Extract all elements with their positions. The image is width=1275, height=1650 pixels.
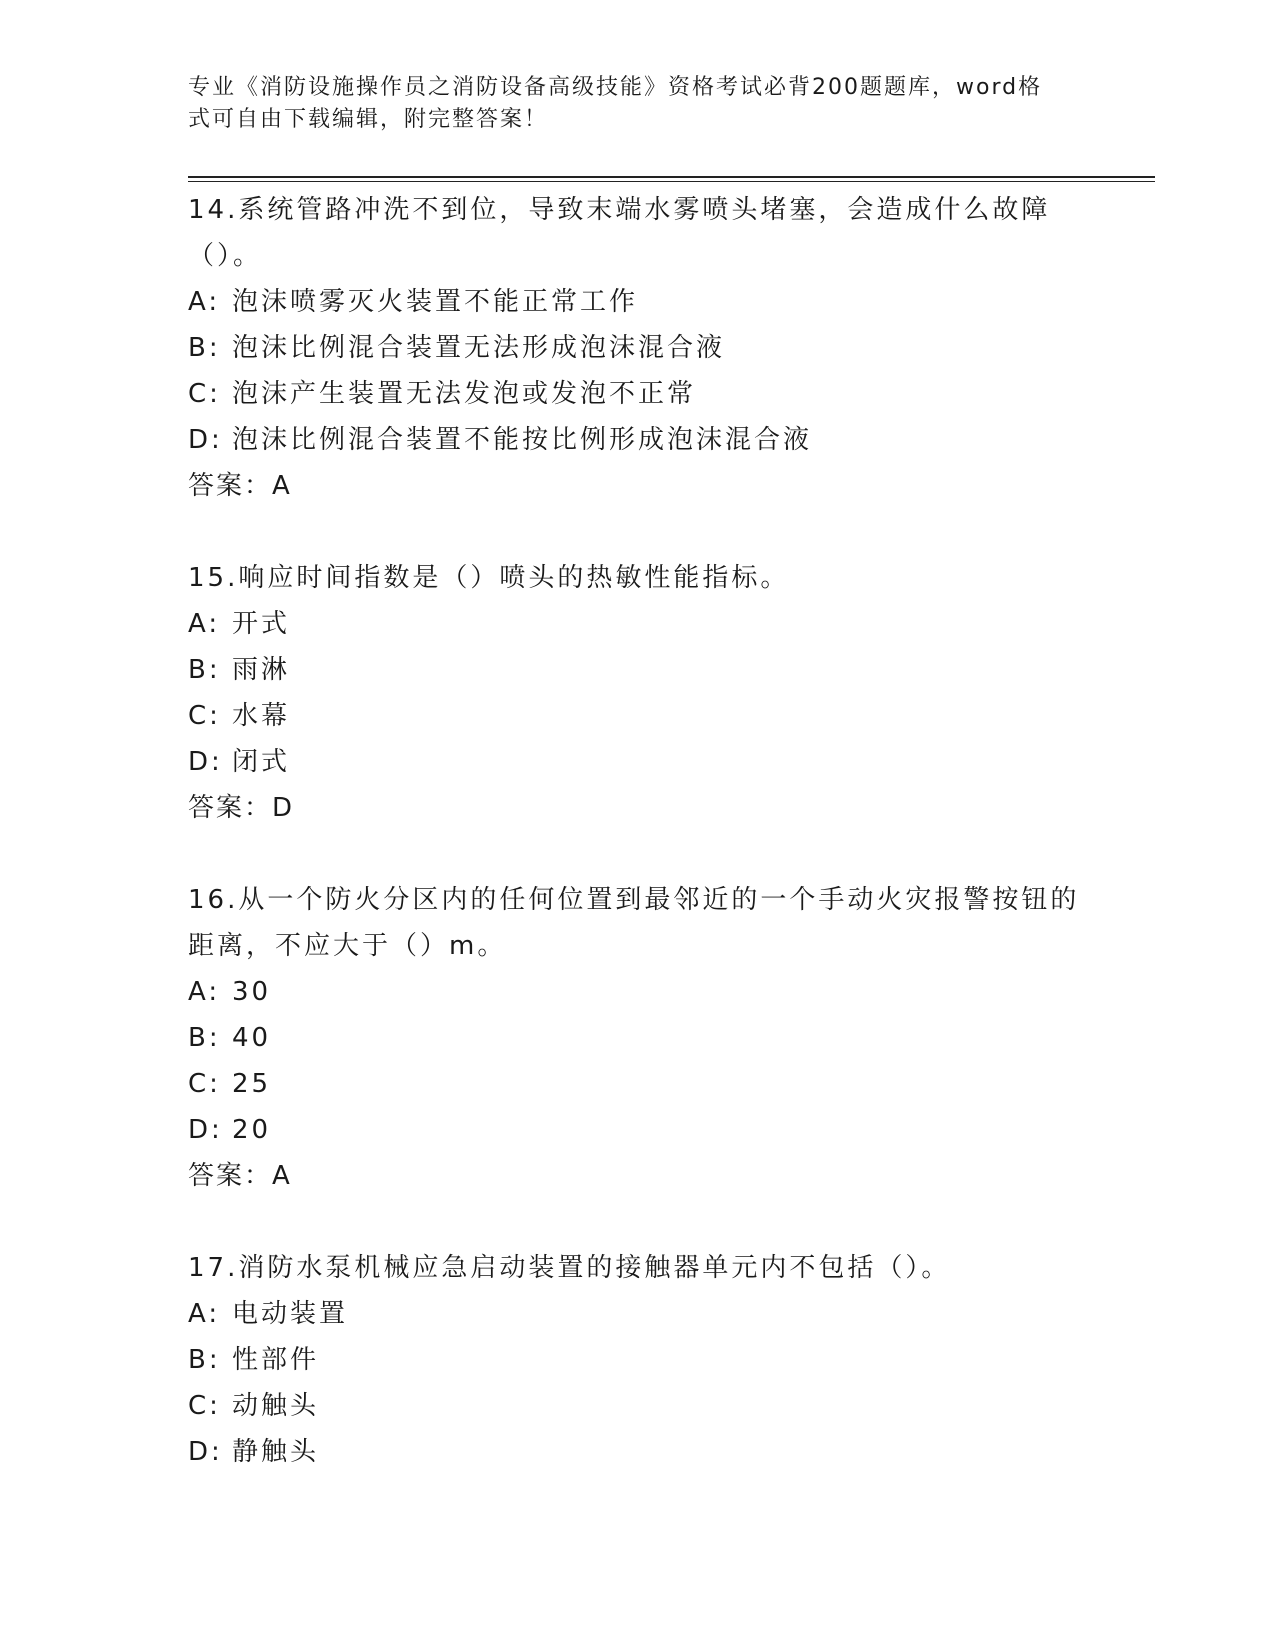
- option-letter: B:: [188, 655, 221, 685]
- option-text: 雨淋: [232, 655, 291, 685]
- question-stem: 15.响应时间指数是（）喷头的热敏性能指标。: [188, 563, 790, 593]
- option-text: 25: [232, 1069, 272, 1099]
- option-text: 电动装置: [232, 1299, 349, 1329]
- option-text: 静触头: [232, 1437, 320, 1467]
- answer-line: 答案：A: [188, 471, 292, 501]
- option-c: [188, 693, 1088, 739]
- option-c: [188, 371, 1088, 417]
- option-text: 闭式: [232, 747, 291, 777]
- question-17: [188, 1245, 1088, 1475]
- question-stem: 14.系统管路冲洗不到位，导致末端水雾喷头堵塞，会造成什么故障（）。: [188, 195, 1051, 271]
- answer-line: 答案：A: [188, 1161, 292, 1191]
- option-b: [188, 325, 1088, 371]
- option-letter: B:: [188, 1023, 221, 1053]
- option-letter: C:: [188, 379, 221, 409]
- document-header: [188, 72, 1068, 136]
- header-title-line-2: 式可自由下载编辑，附完整答案！: [188, 107, 549, 132]
- option-letter: D:: [188, 1115, 223, 1145]
- option-c: [188, 1061, 1088, 1107]
- option-c: [188, 1383, 1088, 1429]
- answer-line: 答案：D: [188, 793, 295, 823]
- question-16: [188, 877, 1088, 1199]
- question-14: [188, 187, 1088, 509]
- option-text: 泡沫喷雾灭火装置不能正常工作: [232, 287, 639, 317]
- header-title-line-1: 专业《消防设施操作员之消防设备高级技能》资格考试必背200题题库，word格: [188, 75, 1043, 100]
- option-text: 开式: [232, 609, 291, 639]
- option-text: 泡沫产生装置无法发泡或发泡不正常: [232, 379, 697, 409]
- question-stem: 16.从一个防火分区内的任何位置到最邻近的一个手动火灾报警按钮的距离，不应大于（）m。: [188, 885, 1080, 961]
- option-letter: A:: [188, 287, 221, 317]
- option-text: 泡沫比例混合装置无法形成泡沫混合液: [232, 333, 726, 363]
- option-d: [188, 417, 1088, 463]
- option-a: [188, 601, 1088, 647]
- option-a: [188, 279, 1088, 325]
- option-letter: A:: [188, 609, 221, 639]
- question-15: [188, 555, 1088, 831]
- option-letter: D:: [188, 425, 223, 455]
- option-d: [188, 1429, 1088, 1475]
- option-letter: C:: [188, 1069, 221, 1099]
- question-list: [188, 187, 1088, 1521]
- option-letter: D:: [188, 747, 223, 777]
- option-d: [188, 739, 1088, 785]
- option-text: 水幕: [232, 701, 291, 731]
- option-letter: C:: [188, 1391, 221, 1421]
- option-text: 30: [232, 977, 272, 1007]
- question-stem: 17.消防水泵机械应急启动装置的接触器单元内不包括（）。: [188, 1253, 951, 1283]
- option-text: 泡沫比例混合装置不能按比例形成泡沫混合液: [232, 425, 813, 455]
- header-divider-thick: [188, 176, 1155, 178]
- option-b: [188, 1015, 1088, 1061]
- header-divider-thin: [188, 181, 1155, 182]
- option-b: [188, 647, 1088, 693]
- option-b: [188, 1337, 1088, 1383]
- option-letter: A:: [188, 1299, 221, 1329]
- option-letter: B:: [188, 1345, 221, 1375]
- option-letter: D:: [188, 1437, 223, 1467]
- option-text: 20: [232, 1115, 272, 1145]
- option-letter: C:: [188, 701, 221, 731]
- option-text: 动触头: [232, 1391, 320, 1421]
- option-a: [188, 1291, 1088, 1337]
- option-a: [188, 969, 1088, 1015]
- option-text: 性部件: [232, 1345, 320, 1375]
- option-text: 40: [232, 1023, 272, 1053]
- option-letter: A:: [188, 977, 221, 1007]
- option-letter: B:: [188, 333, 221, 363]
- option-d: [188, 1107, 1088, 1153]
